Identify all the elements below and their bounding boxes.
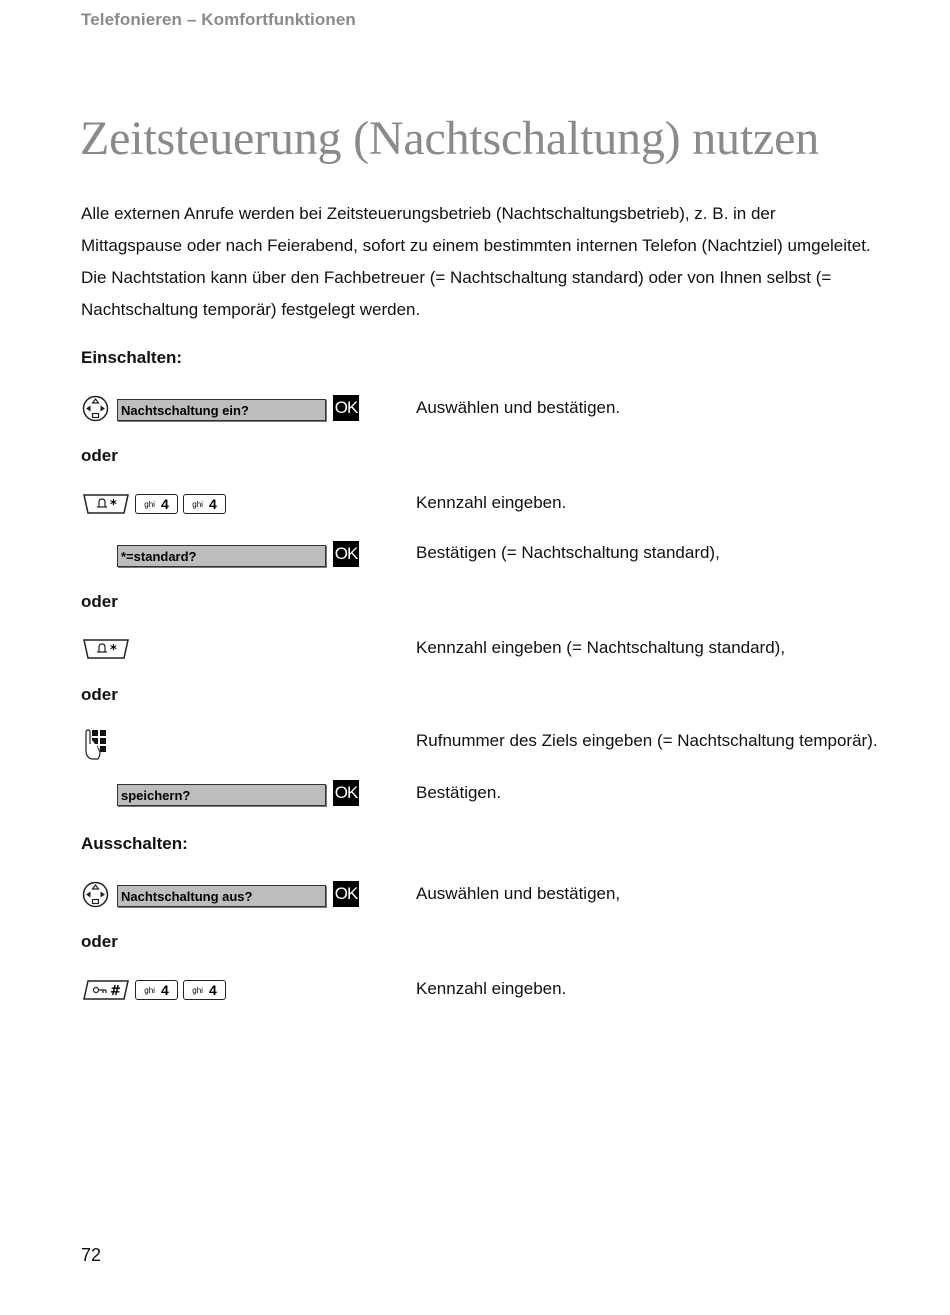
ausschalten-heading: Ausschalten:	[81, 834, 188, 853]
digit-key-4[interactable]	[135, 494, 178, 514]
key-letters: ghi	[144, 499, 155, 509]
ok-key[interactable]: OK	[333, 541, 359, 567]
oder-label: oder	[81, 592, 118, 611]
oder-label: oder	[81, 685, 118, 704]
svg-text:*: *	[110, 498, 117, 513]
key-digit: 4	[208, 496, 217, 512]
display-standard: *=standard?	[117, 545, 326, 567]
display-speichern: speichern?	[117, 784, 326, 806]
key-digit: 4	[160, 982, 169, 998]
ok-key[interactable]: OK	[333, 780, 359, 806]
key-letters: ghi	[192, 499, 203, 509]
einschalten-heading: Einschalten:	[81, 348, 183, 367]
step-description: Auswählen und bestätigen,	[416, 884, 621, 903]
oder-label: oder	[81, 932, 118, 951]
digit-key-4[interactable]	[183, 494, 226, 514]
key-digit: 4	[208, 982, 217, 998]
digit-key-4[interactable]	[135, 980, 178, 1000]
svg-text:#: #	[110, 984, 121, 999]
navigation-key-icon	[82, 395, 109, 422]
section-header: Telefonieren – Komfortfunktionen	[81, 10, 356, 29]
hash-key-icon[interactable]	[82, 979, 130, 1001]
page-number: 72	[81, 1245, 102, 1265]
step-description: Auswählen und bestätigen.	[416, 398, 621, 417]
star-key-icon[interactable]	[82, 638, 130, 660]
oder-label: oder	[81, 446, 118, 465]
keypad-icon	[82, 728, 112, 762]
key-digit: 4	[160, 496, 169, 512]
step-description: Rufnummer des Ziels eingeben (= Nachtschaltung temporär).	[416, 731, 878, 750]
ok-key[interactable]: OK	[333, 881, 359, 907]
svg-text:*: *	[110, 643, 117, 658]
key-letters: ghi	[144, 985, 155, 995]
digit-key-4[interactable]	[183, 980, 226, 1000]
display-nachtschaltung-aus: Nachtschaltung aus?	[117, 885, 326, 907]
navigation-key-icon	[82, 881, 109, 908]
step-description: Kennzahl eingeben.	[416, 979, 567, 998]
star-key-icon[interactable]	[82, 493, 130, 515]
intro-paragraph: Alle externen Anrufe werden bei Zeitsteuerungsbetrieb (Nachtschaltungsbetrieb), z. B. in der Mittagspause oder nach Feierabend, sofort zu einem bestimmten internen Telefon (Nachtziel) umgeleitet. Die Nachtstation kann über den Fachbetreuer (= Nachtschaltung standard) oder von Ihnen selbst (= Nachtschaltung temporär) festgelegt werden.	[81, 204, 871, 319]
display-nachtschaltung-ein: Nachtschaltung ein?	[117, 399, 326, 421]
step-description: Bestätigen (= Nachtschaltung standard),	[416, 543, 720, 562]
ok-key[interactable]: OK	[333, 395, 359, 421]
page-title: Zeitsteuerung (Nachtschaltung) nutzen	[80, 112, 819, 165]
step-description: Bestätigen.	[416, 783, 502, 802]
step-description: Kennzahl eingeben.	[416, 493, 567, 512]
key-letters: ghi	[192, 985, 203, 995]
step-description: Kennzahl eingeben (= Nachtschaltung standard),	[416, 638, 786, 657]
